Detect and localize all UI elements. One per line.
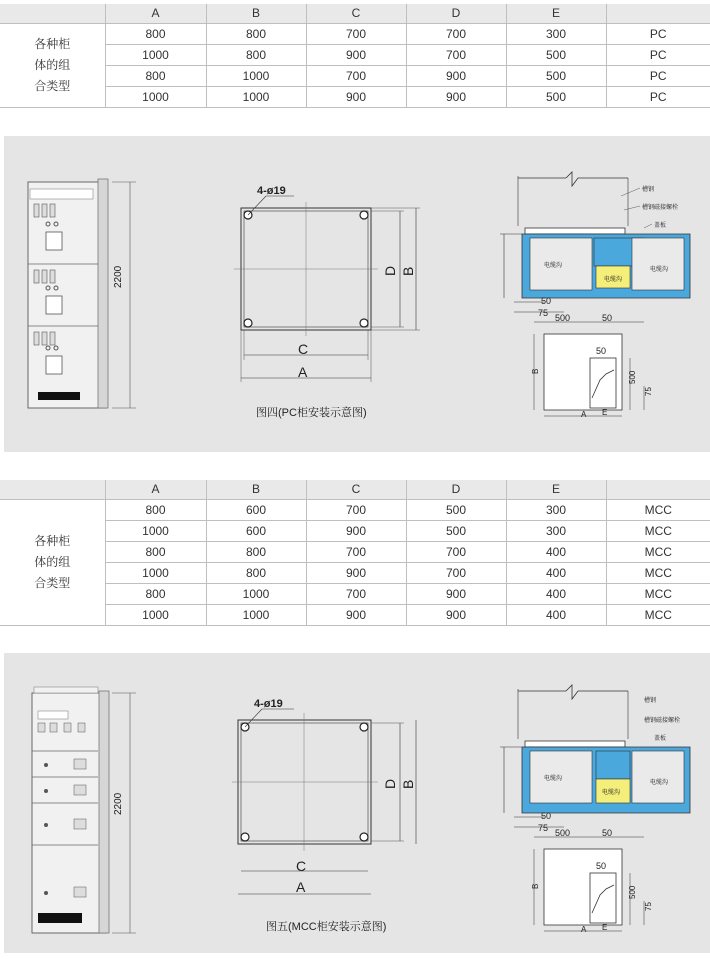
figure-caption: 图四(PC柜安装示意图): [256, 407, 367, 419]
mcc-dimension-table: [0, 480, 710, 626]
table-cell: 1000: [206, 604, 306, 625]
dim-a-label: A: [298, 364, 308, 380]
table-cell: MCC: [606, 520, 710, 541]
header-cell: C: [306, 4, 406, 23]
table-cell: 900: [306, 520, 406, 541]
table-cell: 700: [406, 23, 506, 44]
header-cell: D: [406, 4, 506, 23]
table-cell: 1000: [105, 562, 206, 583]
table-cell: 1000: [105, 604, 206, 625]
table-cell: 700: [406, 541, 506, 562]
table-cell: 800: [206, 541, 306, 562]
table-cell: 300: [506, 520, 606, 541]
table-cell: 500: [506, 86, 606, 107]
row-group-label: [0, 23, 105, 107]
plan-dim-a: A: [581, 410, 587, 419]
table-cell: 900: [306, 86, 406, 107]
cabinet-height-label: 2200: [113, 792, 124, 815]
table-cell: 1000: [105, 86, 206, 107]
table-cell: 700: [306, 583, 406, 604]
table-cell: 700: [306, 65, 406, 86]
table-cell: 1000: [206, 583, 306, 604]
trench-label: 电缆沟: [650, 780, 669, 786]
table-cell: 400: [506, 604, 606, 625]
bolt-hole-label: 4-ø19: [254, 698, 283, 710]
table-cell: 500: [506, 65, 606, 86]
table-cell: 400: [506, 562, 606, 583]
section-dim: 500: [555, 313, 571, 323]
header-cell: B: [206, 4, 306, 23]
table-cell: PC: [606, 86, 710, 107]
table-cell: 900: [306, 604, 406, 625]
table-cell: 800: [105, 583, 206, 604]
table-cell: 900: [306, 562, 406, 583]
row-group-label: [0, 499, 105, 625]
table-cell: 700: [306, 499, 406, 520]
trench-label: 电缆沟: [544, 263, 563, 269]
trench-label: 电缆沟: [544, 776, 563, 782]
table-cell: 1000: [206, 86, 306, 107]
section-dim: 75: [538, 308, 549, 318]
table-cell: 800: [206, 562, 306, 583]
bolt-hole-label: 4-ø19: [257, 185, 286, 197]
header-cell: D: [406, 480, 506, 499]
header-cell: A: [105, 480, 206, 499]
plan-dim: 75: [644, 387, 653, 396]
table-cell: MCC: [606, 541, 710, 562]
table-cell: 700: [406, 44, 506, 65]
table-cell: 800: [105, 541, 206, 562]
cabinet-height-label: 2200: [113, 265, 124, 288]
trench-label: 电缆沟: [650, 267, 669, 273]
trench-label: 电缆沟: [602, 790, 621, 796]
plan-dim-b: B: [531, 883, 540, 889]
row-label-line: 体的组: [34, 57, 71, 72]
table-cell: 900: [306, 44, 406, 65]
header-cell: [606, 4, 710, 23]
table-cell: 900: [406, 86, 506, 107]
dim-c-label: C: [298, 341, 309, 357]
section-label: 盖板: [654, 736, 667, 742]
table-cell: 500: [406, 520, 506, 541]
table-cell: MCC: [606, 583, 710, 604]
plan-dim-b: B: [531, 368, 540, 374]
plan-dim: 50: [596, 346, 607, 356]
dim-b-label: B: [400, 266, 416, 276]
table-cell: 700: [306, 23, 406, 44]
section-dim: 50: [541, 296, 552, 306]
section-dim: 50: [541, 811, 552, 821]
trench-section-view: [500, 172, 690, 322]
section-label: 槽钢磁接螺栓: [642, 205, 679, 211]
table-cell: 300: [506, 499, 606, 520]
plan-dim-e: E: [602, 923, 608, 932]
dim-b-label: B: [400, 779, 416, 789]
pc-installation-figure: [4, 136, 710, 452]
pc-dimension-table: [0, 4, 710, 108]
row-label-line: 合类型: [34, 78, 71, 93]
section-dim: 50: [602, 313, 613, 323]
plan-dim-e: E: [602, 408, 608, 417]
trench-section-view: [500, 685, 690, 837]
header-cell: E: [506, 4, 606, 23]
dim-a-label: A: [296, 879, 306, 895]
table-cell: 600: [206, 499, 306, 520]
header-cell: [0, 4, 105, 23]
dim-d-label: D: [382, 778, 398, 789]
base-plan-view: [232, 709, 416, 894]
plan-dim: 500: [628, 885, 637, 899]
section-dim: 75: [538, 823, 549, 833]
table-cell: 800: [105, 23, 206, 44]
mcc-installation-figure: [4, 653, 710, 953]
section-label: 槽钢: [644, 698, 657, 704]
section-label: 盖板: [654, 223, 667, 229]
header-cell: C: [306, 480, 406, 499]
table-cell: 700: [406, 562, 506, 583]
dim-c-label: C: [296, 858, 307, 874]
dim-d-label: D: [382, 265, 398, 276]
table-cell: 800: [105, 499, 206, 520]
plan-dim-a: A: [581, 925, 587, 934]
header-cell: B: [206, 480, 306, 499]
row-label-line: 各种柜: [34, 36, 71, 51]
table-cell: 900: [406, 583, 506, 604]
table-cell: MCC: [606, 499, 710, 520]
trench-label: 电缆沟: [604, 277, 623, 283]
section-label: 槽钢磁接螺栓: [644, 718, 681, 724]
table-cell: 500: [406, 499, 506, 520]
header-cell: E: [506, 480, 606, 499]
header-cell: A: [105, 4, 206, 23]
cabinet-front-view: [28, 179, 136, 408]
table-cell: 400: [506, 583, 606, 604]
plan-dim: 75: [644, 902, 653, 911]
base-plan-view: [234, 196, 420, 382]
table-cell: 500: [506, 44, 606, 65]
table-cell: PC: [606, 44, 710, 65]
row-label-line: 体的组: [34, 554, 71, 569]
figure-caption: 图五(MCC柜安装示意图): [266, 921, 387, 933]
header-cell: [606, 480, 710, 499]
table-cell: 1000: [105, 44, 206, 65]
table-cell: 900: [406, 65, 506, 86]
table-cell: MCC: [606, 604, 710, 625]
table-cell: PC: [606, 65, 710, 86]
table-cell: 300: [506, 23, 606, 44]
table-cell: MCC: [606, 562, 710, 583]
section-dim: 50: [602, 828, 613, 838]
header-cell: [0, 480, 105, 499]
table-cell: 600: [206, 520, 306, 541]
table-cell: 800: [105, 65, 206, 86]
table-cell: 900: [406, 604, 506, 625]
section-dim: 500: [555, 828, 571, 838]
table-cell: 1000: [206, 65, 306, 86]
row-label-line: 各种柜: [34, 533, 71, 548]
table-cell: PC: [606, 23, 710, 44]
row-label-line: 合类型: [34, 575, 71, 590]
table-cell: 1000: [105, 520, 206, 541]
table-cell: 800: [206, 44, 306, 65]
plan-dim: 500: [628, 370, 637, 384]
table-cell: 700: [306, 541, 406, 562]
table-cell: 800: [206, 23, 306, 44]
plan-dim: 50: [596, 861, 607, 871]
table-cell: 400: [506, 541, 606, 562]
section-label: 槽钢: [642, 187, 655, 193]
mcc-figure-drawing: [4, 653, 710, 953]
